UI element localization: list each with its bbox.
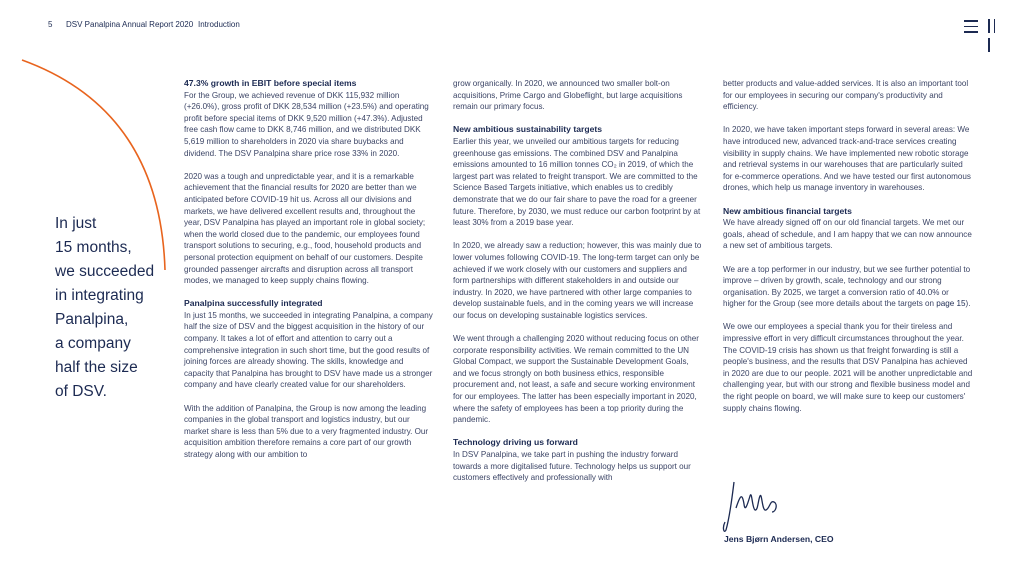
- pull-quote-line: Panalpina,: [55, 311, 129, 328]
- paragraph: better products and value-added services. It is also an important tool for our employees in securing our company's productivity and efficiency.: [723, 79, 969, 112]
- section-breadcrumb[interactable]: Introduction: [198, 20, 240, 29]
- paragraph: In DSV Panalpina, we take part in pushing the industry forward towards a more digitalised future. Technology helps us support our customers effectively and professionally with: [453, 450, 691, 483]
- heading-ebit-growth: 47.3% growth in EBIT before special items: [184, 78, 357, 88]
- pull-quote-line: a company: [55, 335, 131, 352]
- paragraph: Earlier this year, we unveiled our ambitious targets for reducing greenhouse gas emissions. The combined DSV and Panalpina emissions amounted to 16 million tonnes CO₂ in 2019, of which the largest part was related to freight transport. We are committed to the Science Based Targets initiative, which enables us to credibly demonstrate that we do our fair share to pave the road for a greener future. Therefore, by 2030, we must reduce our carbon footprint by at least 30% from a 2019 base year.: [453, 136, 701, 228]
- paragraph: 2020 was a tough and unpredictable year, and it is a remarkable achievement that the financial results for 2020 are better than we anticipated before COVID-19 hit us. Across all our divisions and markets, we have delivered excellent results and, throughout the year, DSV Panalpina has played an important role in global society; when the world closed due to the pandemic, our employees found transport solutions to securing, e.g., food, household products and personal protection equipment on behalf of our customers. Despite grounded passenger aircrafts and disruption across all transport modes, we managed to keep supply chains flowing.: [184, 171, 426, 286]
- pull-quote-line: half the size: [55, 359, 138, 376]
- heading-panalpina-integrated: Panalpina successfully integrated: [184, 298, 323, 309]
- table-of-contents-icon[interactable]: [988, 19, 1004, 33]
- pull-quote-line: 15 months,: [55, 239, 132, 256]
- paragraph: In 2020, we have taken important steps forward in several areas: We have introduced new, advanced track-and-trace services creating visibility in supply chains. We have implemented new robotic storage and retrieval systems in our warehouses that are particularly suited for e-commerce operations. And we have tested our first autonomous drones, which help us manage inventory in warehouses.: [723, 125, 971, 193]
- pull-quote-line: in integrating: [55, 287, 144, 304]
- page-number: 5: [48, 20, 53, 29]
- paragraph-text: ).: [965, 299, 971, 309]
- paragraph: For the Group, we achieved revenue of DKK 115,932 million (+26.0%), gross profit of DKK 28,534 million (+23.5%) and operating profit before special items of DKK 9,520 million (+47.3%). Adjusted free cash flow came to DKK 8,746 million, and we distributed DKK 5,619 million to shareholders in 2020 via share buybacks and dividend. The DSV Panalpina share price rose 33% in 2020.: [184, 90, 429, 158]
- top-bar: [0, 0, 1024, 40]
- paragraph: With the addition of Panalpina, the Group is now among the leading companies in the global transport and logistics industry, but our market share is less than 5% due to a very fragmented industry. Our acquisition ambition therefore remains a core part of our growth strategy along with our ambition to: [184, 403, 429, 459]
- text-column-3: [723, 78, 973, 426]
- ceo-signature: [722, 478, 782, 536]
- pull-quote: [55, 212, 165, 404]
- heading-sustainability-targets: New ambitious sustainability targets: [453, 124, 602, 135]
- paragraph-text: We are a top performer in our industry, but we see further potential to improve – driven by growth, scale, technology and our strong organisation. By 2025, we target a conversion ratio of 40.0% or higher for the Group (see more details about the targets on: [723, 264, 971, 309]
- paragraph: We went through a challenging 2020 without reducing focus on other corporate responsibility activities. We remain committed to the UN Global Compact, we support the Sustainable Development Goals, and we focus strongly on both business ethics, responsible procurement and, not least, a safe and secure working environment for our employees. The latter has been especially important in 2020, where the safety of employees has been a top priority during the pandemic.: [453, 334, 699, 425]
- text-column-1: [184, 78, 434, 472]
- report-title[interactable]: DSV Panalpina Annual Report 2020: [66, 20, 194, 29]
- ceo-name: Jens Bjørn Andersen, CEO: [724, 534, 834, 544]
- paragraph: In 2020, we already saw a reduction; however, this was mainly due to lower volumes following COVID-19. The long-term target can only be achieved if we work closely with our customers and suppliers and form partnerships with different stakeholders in and outside our industry. In 2020, we have partnered with other large companies to develop sustainable fuels, and in the coming years we will increase our focus on developing sustainable logistics services.: [453, 241, 702, 320]
- paragraph: grow organically. In 2020, we announced two smaller bolt-on acquisitions, Prime Cargo and Globeflight, but large acquisitions remain our primary focus.: [453, 79, 683, 112]
- text-column-2: [453, 78, 703, 495]
- hamburger-menu-icon[interactable]: [964, 20, 978, 34]
- paragraph: We have already signed off on our old financial targets. We met our goals, ahead of schedule, and I am happy that we can now announce a new set of ambitious targets.: [723, 218, 972, 251]
- paragraph: We owe our employees a special thank you for their tireless and impressive effort in very difficult circumstances throughout the year. The COVID-19 crisis has shown us that freight forwarding is still a people's business, and the results that DSV Panalpina has achieved in 2020 are due to our people. 2021 will be another unpredictable and challenging year, but with our strong and flexible business model and the right people on board, we will make sure to keep our customers' supply chains flowing.: [723, 322, 973, 413]
- pull-quote-line: we succeeded: [55, 263, 155, 280]
- pull-quote-line: In just: [55, 215, 97, 232]
- pull-quote-line: of DSV.: [55, 383, 107, 400]
- paragraph: In just 15 months, we succeeded in integrating Panalpina, a company half the size of DSV and the biggest acquisition in the history of our company. It takes a lot of effort and attention to carry out a comprehensive integration in such short time, but the good results of joining forces are already showing. The skills, knowledge and capacity that Panalpina has brought to DSV have made us a stronger company and have clearly created value for our shareholders.: [184, 310, 433, 390]
- heading-technology: Technology driving us forward: [453, 437, 578, 448]
- heading-financial-targets: New ambitious financial targets: [723, 205, 852, 216]
- page-15-link[interactable]: page 15: [936, 299, 966, 309]
- paragraph: [723, 264, 973, 310]
